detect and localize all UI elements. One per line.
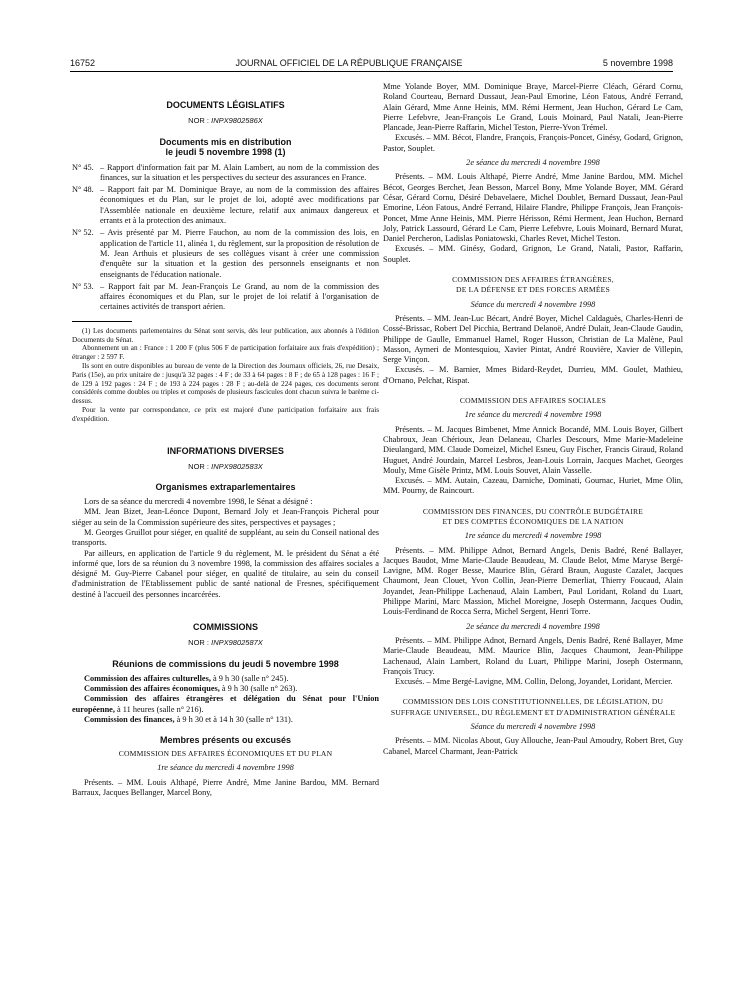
nor-code: INPX9802587X [211,638,263,648]
nor-documents [72,116,379,126]
presents-paragraph: Présents. – MM. Nicolas About, Guy Allouche, Jean-Paul Amoudry, Robert Bret, Guy Cabanel, Marcel Charmant, Jean-Patrick [383,736,683,756]
left-column [72,82,379,798]
commission-heading: COMMISSION DES FINANCES, DU CONTRÔLE BUDGÉTAIRE [422,506,644,516]
seance-heading: 1re séance du mercredi 4 novembre 1998 [464,531,602,541]
reunion-time: à 9 h 30 (salle n° 263). [221,683,298,693]
paragraph: Par ailleurs, en application de l'article 9 du règlement, M. le président du Sénat a été informé que, lors de sa réunion du 3 novembre 1998, la commission des affaires sociales a désigné M. Guy-Pierre Cabanel pour siéger, en qualité de titulaire, au sein du conseil d'administration de l'Etablissement public de santé national de Fresnes, spécifiquement destiné à l'accueil des personnes incarcérées. [72,548,379,599]
seance-heading: Séance du mercredi 4 novembre 1998 [470,299,596,309]
organismes-title: Organismes extraparlementaires [155,482,296,493]
document-number: N° 48. [72,185,94,195]
reunion-line [72,674,379,684]
seance-heading: Séance du mercredi 4 novembre 1998 [470,722,596,732]
footnote: Ils sont en outre disponibles au bureau de vente de la Direction des Journaux officiels, 26, rue Desaix, Paris (15e), au prix unitaire de : jusqu'à 32 pages : 4 F ; de 33 à 64 pages : 8 F ; de 65 à 128 pages : 16 F ; de 129 à 192 pages : 24 F ; de 193 à 224 pages : 28 F ; au-delà de 224 pages, ces documents seront considérés comme doubles ou triples et composés de plusieurs fascicules dont chacun suivra le barème ci-dessus. [72,361,379,406]
nor-label: NOR : [188,461,210,471]
seance-heading: 1re séance du mercredi 4 novembre 1998 [157,763,294,773]
nor-label: NOR : [188,638,210,648]
header-rule [70,71,673,72]
commission-heading: DE LA DÉFENSE ET DES FORCES ARMÉES [456,285,610,295]
document-text: – Avis présenté par M. Pierre Fauchon, au nom de la commission des lois, en application de l'article 11, alinéa 1, du règlement, sur la proposition de résolution de M. Jean Arthuis et plusieurs de ses collègues visant à créer une commission d'enquête sur la situation et la gestion des personnels enseignants et non enseignants de l'éducation nationale. [100,228,379,279]
excuses-paragraph: Excusés. – M. Barnier, Mmes Bidard-Reydet, Durrieu, MM. Goulet, Mathieu, d'Ornano, Pelchat, Rispat. [383,365,683,385]
seance-heading: 1re séance du mercredi 4 novembre 1998 [464,410,602,420]
footnote: Abonnement un an : France : 1 200 F (plus 506 F de participation forfaitaire aux frais d'expédition) ; étranger : 2 597 F. [72,344,379,362]
presents-paragraph: Mme Yolande Boyer, MM. Dominique Braye, Marcel-Pierre Cléach, Gérard Cornu, Roland Courteau, Bernard Dussaut, Jean-Paul Emorine, Léon Fatous, André Ferrand, Alain Gérard, Mme Anne Heinis, MM. Rémi Herment, Jean Huchon, Gérard Le Cam, Pierre Lefebvre, Jean-François Le Grand, Louis Moinard, Paul Natali, Jean-Pierre Plancade, Jean-Pierre Raffarin, Michel Teston, Pierre-Yvon Trémel. [383,82,683,133]
excuses-paragraph: Excusés. – MM. Ginésy, Godard, Grignon, Le Grand, Natali, Pastor, Raffarin, Souplet. [383,244,683,264]
nor-code: INPX9802583X [211,461,263,471]
footnote-separator [72,321,132,322]
reunion-time: à 9 h 30 et à 14 h 30 (salle n° 131). [176,714,293,724]
distribution-date: le jeudi 5 novembre 1998 (1) [165,146,286,157]
excuses-paragraph: Excusés. – MM. Autain, Cazeau, Darniche, Dominati, Gournac, Huriet, Mme Olin, MM. Pourny, de Raincourt. [383,476,683,496]
presents-paragraph: Présents. – MM. Louis Althapé, Pierre André, Mme Janine Bardou, MM. Michel Bécot, Georges Berchet, Jean Besson, Marcel Bony, Mme Yolande Boyer, MM. Gérard César, Gérard Cornu, Désiré Debavelaere, Michel Doublet, Bernard Dussaut, Jean-Paul Emorine, Léon Fatous, André Ferrand, Hilaire Flandre, Philippe François, Jean François-Poncet, Mme Anne Heinis, MM. Pierre Hérisson, Rémi Herment, Jean Huchon, Bernard Joly, Patrick Lassourd, Gérard Le Cam, Pierre Lefebvre, Louis Moinard, Bernard Murat, Daniel Percheron, Ladislas Poniatowski, Charles Revet, Michel Teston. [383,172,683,244]
document-item [72,185,379,226]
page-header [70,56,673,70]
excuses-paragraph: Excusés. – Mme Bergé-Lavigne, MM. Collin, Delong, Joyandet, Loridant, Mercier. [395,677,673,687]
journal-title: JOURNAL OFFICIEL DE LA RÉPUBLIQUE FRANÇAISE [235,58,463,68]
document-text: – Rapport fait par M. Jean-François Le Grand, au nom de la commission des affaires économiques et du Plan, sur le projet de loi relatif à l'organisation de certaines activités de transport aérien. [100,281,379,312]
section-title-commissions: COMMISSIONS [192,622,258,633]
commission-name: Commission des affaires étrangères et délégation du Sénat pour l'Union européenne, [72,694,379,714]
nor-informations [72,462,379,472]
reunion-time: à 9 h 30 (salle n° 245). [212,673,289,683]
paragraph: Lors de sa séance du mercredi 4 novembre 1998, le Sénat a désigné : [84,497,313,507]
commission-heading: COMMISSION DES AFFAIRES ÉTRANGÈRES, [452,275,614,285]
nor-commissions [72,638,379,648]
reunions-title: Réunions de commissions du jeudi 5 novembre 1998 [112,658,339,669]
presents-paragraph: Présents. – M. Jacques Bimbenet, Mme Annick Bocandé, MM. Louis Boyer, Gilbert Chabroux, Jean Chérioux, Jean Delaneau, Charles Descours, Mme Marie-Madeleine Dieulangard, MM. Claude Domeizel, Michel Esneu, Guy Fischer, Francis Giraud, Roland Huguet, André Jourdain, Marcel Lesbros, Jean-Louis Lorrain, Jacques Machet, Georges Mouly, Mme Gisèle Printz, MM. Louis Souvet, Alain Vasselle. [383,424,683,475]
presents-paragraph: Présents. – MM. Jean-Luc Bécart, André Boyer, Michel Caldaguès, Charles-Henri de Cossé-Brissac, Robert Del Picchia, Bertrand Delanoë, André Dulait, Jean-Claude Gaudin, Philippe de Gaulle, Emmanuel Hamel, Roger Husson, Christian de La Malène, Paul Masson, Aymeri de Montesquiou, Xavier Pintat, André Rouvière, Xavier de Villepin, Serge Vinçon. [383,313,683,365]
seance-heading: 2e séance du mercredi 4 novembre 1998 [466,621,600,631]
document-item [72,282,379,313]
commission-heading: COMMISSION DES AFFAIRES SOCIALES [459,396,607,406]
commission-heading: COMMISSION DES LOIS CONSTITUTIONNELLES, DE LÉGISLATION, DU SUFFRAGE UNIVERSEL, DU RÈGLEMENT ET D'ADMINISTRATION GÉNÉRALE [390,697,676,717]
excuses-paragraph: Excusés. – MM. Bécot, Flandre, François, François-Poncet, Ginésy, Godard, Grignon, Pastor, Souplet. [383,133,683,153]
paragraph: MM. Jean Bizet, Jean-Léonce Dupont, Bernard Joly et Jean-François Picheral pour siéger au sein de la Commission supérieure des sites, perspectives et paysages ; [72,507,379,527]
distribution-title: Documents mis en distribution [159,136,292,147]
commission-name: Commission des affaires économiques, [84,683,220,693]
presents-paragraph: Présents. – MM. Philippe Adnot, Bernard Angels, Denis Badré, René Ballayer, Jacques Baudot, Mme Marie-Claude Beaudeau, M. Claude Belot, Mme Maryse Bergé-Lavigne, MM. Roger Besse, Maurice Blin, Gérard Braun, Auguste Cazalet, Jacques Chaumont, Jean Clouet, Yvon Collin, Jean-Pierre Demerliat, Thierry Foucaud, Alain Joyandet, Jean-Philippe Lachenaud, Alain Lambert, Paul Loridant, Roland du Luart, Philippe Marini, Marc Massion, Michel Moreigne, Joseph Ostermann, Jacques Oudin, Louis-Ferdinand de Rocca Serra, Michel Sergent, Henri Torre. [383,545,683,617]
footnote: (1) Les documents parlementaires du Sénat sont servis, dès leur publication, aux abonnés à l'édition Documents du Sénat. [72,326,379,344]
membres-title: Membres présents ou excusés [159,735,292,746]
seance-heading: 2e séance du mercredi 4 novembre 1998 [466,158,600,168]
right-column [383,82,683,757]
document-text: – Rapport fait par M. Dominique Braye, au nom de la commission des affaires économiques et du Plan, sur le projet de loi, adopté avec modifications par l'Assemblée nationale en deuxième lecture, relatif aux animaux dangereux et errants et à la protection des animaux. [100,185,379,226]
document-item [72,228,379,279]
reunion-line [72,715,379,725]
paragraph: M. Georges Gruillot pour siéger, en qualité de suppléant, au sein du Conseil national des transports. [72,528,379,548]
commission-name: Commission des finances, [84,714,175,724]
document-number: N° 53. [72,281,94,291]
page-number: 16752 [70,58,96,68]
section-title-informations: INFORMATIONS DIVERSES [167,445,284,456]
nor-code: INPX9802586X [211,116,263,126]
reunion-time: à 11 heures (salle n° 216). [117,704,204,714]
document-number: N° 45. [72,162,94,172]
commission-heading: ET DES COMPTES ÉCONOMIQUES DE LA NATION [442,516,624,526]
document-text: – Rapport d'information fait par M. Alain Lambert, au nom de la commission des finances, sur la situation et les perspectives du secteur des assurances en France. [100,162,379,182]
commission-heading: COMMISSION DES AFFAIRES ÉCONOMIQUES ET DU PLAN [118,749,333,759]
issue-date: 5 novembre 1998 [602,58,673,68]
section-title-documents: DOCUMENTS LÉGISLATIFS [166,100,285,110]
presents-paragraph: Présents. – MM. Louis Althapé, Pierre André, Mme Janine Bardou, MM. Bernard Barraux, Jacques Bellanger, Marcel Bony, [72,777,379,798]
footnotes [72,327,379,424]
reunion-line [72,684,379,694]
document-item [72,163,379,184]
footnote: Pour la vente par correspondance, ce prix est majoré d'une participation forfaitaire aux frais d'expédition. [72,405,379,423]
document-number: N° 52. [72,228,94,238]
reunion-line [72,694,379,715]
commission-name: Commission des affaires culturelles, [84,673,211,683]
nor-label: NOR : [188,116,210,126]
presents-paragraph: Présents. – MM. Philippe Adnot, Bernard Angels, Denis Badré, René Ballayer, Mme Marie-Claude Beaudeau, MM. Maurice Blin, Jacques Chaumont, Jean-Philippe Lachenaud, Alain Lambert, Roland du Luart, Philippe Marini, Joseph Ostermann, François Trucy. [383,635,683,676]
